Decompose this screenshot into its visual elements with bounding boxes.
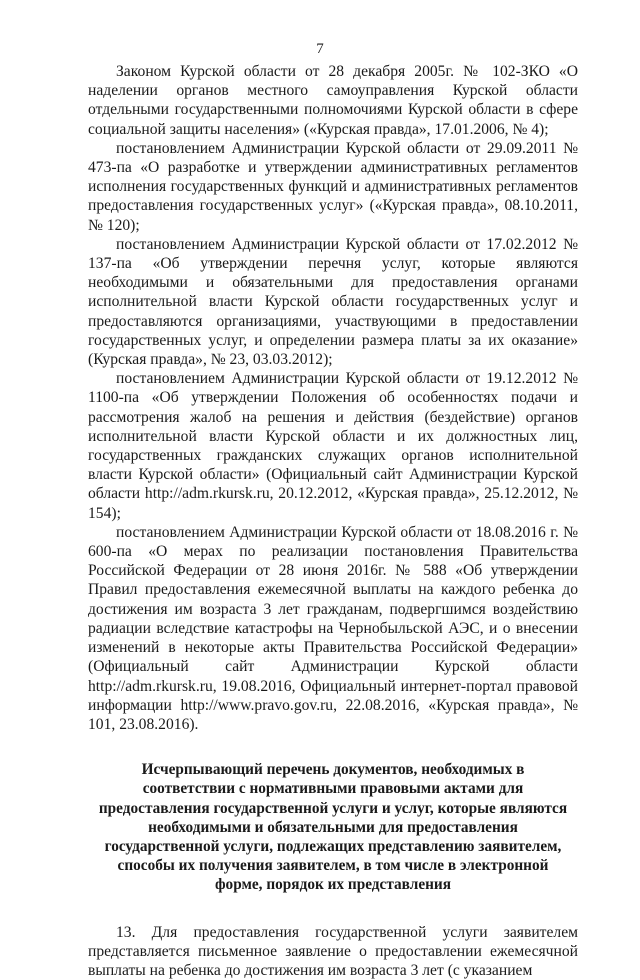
section-heading: Исчерпывающий перечень документов, необходимых в соответствии с нормативными правовыми актами для предоставления государственной услуги и услуг, которые являются необходимыми и обязательными для предоставления государственной услуги, подлежащих представлению заявителем, способы их получения заявителем, в том числе в электронной форме, порядок их представления (98, 761, 568, 894)
paragraph-decree-137-pa: постановлением Администрации Курской области от 17.02.2012 № 137-па «Об утверждении перечня услуг, которые являются необходимыми и обязательными для предоставления органами исполнительной власти Курской области государственных услуг и предоставляются организациями, участвующими в предоставлении государственных услуг, и определении размера платы за их оказание» (Курская правда», № 23, 03.03.2012); (88, 235, 578, 369)
page-number: 7 (316, 41, 324, 57)
paragraph-decree-473-pa: постановлением Администрации Курской области от 29.09.2011 № 473-па «О разработке и утверждении административных регламентов исполнения государственных функций и административных регламентов предоставления государственных услуг» («Курская правда», 08.10.2011, № 120); (88, 139, 578, 234)
paragraph-law-102-zko: Законом Курской области от 28 декабря 2005г. № 102-ЗКО «О наделении органов местного самоуправления Курской области отдельными государственными полномочиями Курской области в сфере социальной защиты населения» («Курская правда», 17.01.2006, № 4); (88, 63, 578, 138)
paragraph-decree-1100-pa: постановлением Администрации Курской области от 19.12.2012 № 1100-па «Об утверждении Положения об особенностях подачи и рассмотрения жалоб на решения и действия (бездействие) органов исполнительной власти Курской области и их должностных лиц, государственных гражданских служащих органов исполнительной власти Курской области» (Официальный сайт Администрации Курской области http://adm.rkursk.ru, 20.12.2012, «Курская правда», 25.12.2012, № 154); (88, 370, 578, 522)
paragraph-decree-600-pa: постановлением Администрации Курской области от 18.08.2016 г. № 600-па «О мерах по реализации постановления Правительства Российской Федерации от 28 июня 2016г. № 588 «Об утверждении Правил предоставления ежемесячной выплаты на каждого ребенка до достижения им возраста 3 лет гражданам, подвергшимся воздействию радиации вследствие катастрофы на Чернобыльской АЭС, и о внесении изменений в некоторые акты Правительства Российской Федерации» (Официальный сайт Администрации Курской области http://adm.rkursk.ru, 19.08.2016, Официальный интернет-портал правовой информации http://www.pravo.gov.ru, 22.08.2016, «Курская правда», № 101, 23.08.2016). (88, 523, 578, 733)
paragraph-item-13: 13. Для предоставления государственной услуги заявителем представляется письменное заявление о предоставлении ежемесячной выплаты на ребенка до достижения им возраста 3 лет (с указанием (88, 923, 578, 979)
document-body (88, 62, 578, 980)
